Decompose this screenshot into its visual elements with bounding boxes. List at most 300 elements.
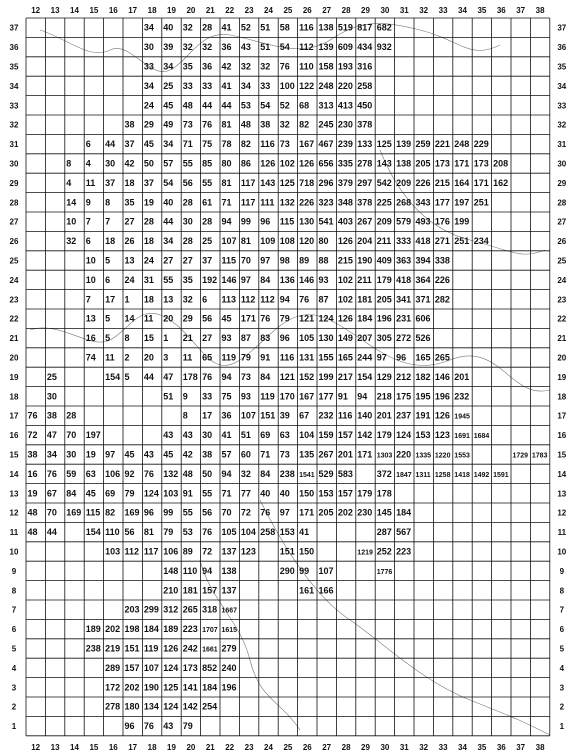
grid-cell-value: 1220 [434,452,451,460]
grid-cell-value: 259 [415,139,431,150]
grid-cell-value: 138 [396,158,412,169]
y-axis-label-left: 6 [11,625,17,635]
y-axis-label-right: 8 [559,586,565,596]
grid-cell-value: 153 [279,527,295,538]
grid-cell-value: 18 [143,294,154,305]
grid-cell-value: 43 [163,721,174,732]
x-axis-label-bottom: 27 [322,742,332,752]
grid-cell-value: 150 [299,546,315,557]
grid-cell-value: 7 [105,216,111,227]
grid-cell-value: 97 [376,352,387,363]
grid-cell-value: 1 [163,333,169,344]
grid-cell-value: 251 [473,197,489,208]
grid-cell-value: 108 [279,236,295,247]
grid-cell-value: 164 [454,177,470,188]
grid-cell-value: 14 [124,313,135,324]
grid-cell-value: 34 [163,236,174,247]
grid-cell-value: 44 [46,527,57,538]
grid-cell-value: 223 [182,624,198,635]
grid-cell-value: 14 [66,197,77,208]
x-axis-label-bottom: 26 [302,742,312,752]
grid-cell-value: 55 [182,507,193,518]
grid-cell-value: 3 [163,352,169,363]
grid-cell-value: 225 [376,197,392,208]
x-axis-label-bottom: 32 [419,742,429,752]
grid-cell-value: 81 [221,119,232,130]
grid-cell-value: 87 [240,333,251,344]
x-axis-label-bottom: 12 [31,742,41,752]
grid-cell-value: 184 [143,624,159,635]
grid-cell-value: 529 [318,468,334,479]
grid-cell-value: 115 [279,216,295,227]
x-axis-label-top: 35 [477,6,487,15]
grid-cell-value: 107 [318,565,334,576]
grid-cell-value: 112 [124,546,140,557]
x-axis-label-top: 29 [361,6,370,15]
grid-cell-value: 143 [260,177,276,188]
grid-cell-value: 153 [318,488,334,499]
y-axis-label-right: 33 [557,101,567,111]
grid-cell-value: 226 [434,274,450,285]
grid-cell-value: 179 [357,488,373,499]
grid-cell-value: 119 [260,391,275,402]
grid-cell-value: 157 [337,488,353,499]
grid-cell-value: 91 [260,352,271,363]
grid-cell-value: 394 [415,255,431,266]
grid-cell-value: 6 [85,236,91,247]
grid-cell-value: 33 [202,80,213,91]
grid-cell-value: 151 [260,410,276,421]
grid-cell-value: 40 [279,488,290,499]
x-axis-label-top: 30 [380,6,390,15]
y-axis-label-left: 29 [9,178,19,188]
grid-cell-value: 32 [182,22,193,33]
grid-cell-value: 43 [143,449,154,460]
grid-cell-value: 5 [124,371,130,382]
grid-cell-value: 196 [376,313,392,324]
grid-cell-value: 32 [66,236,77,247]
x-axis-label-bottom: 31 [399,742,409,752]
grid-cell-value: 94 [221,371,232,382]
x-axis-label-bottom: 15 [89,742,99,752]
grid-cell-value: 94 [221,216,232,227]
grid-cell-value: 1258 [434,471,451,479]
grid-cell-value: 8 [66,158,72,169]
grid-cell-value: 56 [202,313,213,324]
x-axis-label-top: 12 [31,6,41,15]
grid-cell-value: 76 [260,313,271,324]
grid-cell-value: 171 [299,507,315,518]
x-axis-label-top: 15 [89,6,99,15]
grid-cell-value: 28 [202,22,213,33]
grid-cell-value: 202 [105,624,121,635]
grid-cell-value: 364 [415,274,431,285]
grid-cell-value: 106 [163,546,179,557]
grid-cell-value: 48 [182,100,193,111]
y-axis-label-left: 36 [9,43,19,53]
grid-cell-value: 718 [299,177,315,188]
grid-cell-value: 1335 [415,452,432,460]
grid-cell-value: 24 [143,255,154,266]
y-axis-label-right: 22 [557,314,567,324]
grid-cell-value: 38 [124,119,135,130]
y-axis-label-left: 8 [11,586,17,596]
grid-cell-value: 115 [221,255,237,266]
grid-cell-value: 112 [299,42,314,53]
grid-cell-value: 110 [299,61,314,72]
grid-cell-value: 28 [66,410,77,421]
grid-cell-value: 15 [143,333,154,344]
grid-cell-value: 172 [105,682,121,693]
x-axis-label-bottom: 35 [477,742,487,752]
grid-cell-value: 348 [337,197,353,208]
grid-cell-value: 1729 [512,452,529,460]
grid-cell-value: 6 [202,294,208,305]
grid-cell-value: 9 [182,391,188,402]
grid-cell-value: 583 [337,468,353,479]
grid-cell-value: 53 [240,100,251,111]
grid-cell-value: 13 [163,294,174,305]
grid-cell-value: 132 [163,468,179,479]
grid-cell-value: 167 [299,139,315,150]
grid-cell-value: 106 [105,468,121,479]
grid-cell-value: 54 [260,100,271,111]
grid-cell-value: 157 [124,662,140,673]
grid-cell-value: 196 [434,391,450,402]
grid-cell-value: 197 [454,197,470,208]
grid-cell-value: 230 [337,119,353,130]
grid-cell-value: 76 [279,61,290,72]
grid-cell-value: 91 [337,391,348,402]
grid-cell-value: 199 [454,216,470,227]
grid-cell-value: 138 [221,565,237,576]
y-axis-label-right: 18 [557,392,567,402]
grid-cell-value: 1945 [454,413,470,421]
grid-cell-value: 96 [143,507,154,518]
grid-cell-value: 526 [415,333,431,344]
grid-cell-value: 126 [337,313,353,324]
grid-cell-value: 1541 [299,471,315,479]
grid-cell-value: 44 [163,216,174,227]
grid-cell-value: 84 [260,274,271,285]
grid-cell-value: 226 [415,177,431,188]
grid-cell-value: 96 [124,721,135,732]
grid-cell-value: 10 [85,274,96,285]
grid-cell-value: 245 [318,119,334,130]
grid-cell-value: 267 [318,449,334,460]
grid-cell-value: 242 [182,643,198,654]
grid-cell-value: 142 [357,430,373,441]
grid-cell-value: 25 [163,80,174,91]
grid-cell-value: 2 [124,352,130,363]
grid-cell-value: 85 [202,158,213,169]
grid-cell-value: 51 [163,391,174,402]
grid-cell-value: 149 [337,333,353,344]
grid-cell-value: 656 [318,158,334,169]
grid-cell-value: 450 [357,100,373,111]
grid-cell-value: 71 [182,139,193,150]
grid-cell-value: 682 [376,22,392,33]
y-axis-label-right: 4 [559,663,565,673]
grid-cell-value: 289 [105,662,121,673]
grid-cell-value: 93 [240,391,251,402]
grid-cell-value: 371 [415,294,431,305]
grid-cell-value: 38 [46,410,57,421]
grid-cell-value: 103 [105,546,121,557]
grid-cell-value: 152 [299,371,315,382]
grid-cell-value: 343 [415,197,431,208]
grid-cell-value: 169 [66,507,82,518]
grid-cell-value: 129 [376,371,392,382]
grid-cell-value: 166 [318,585,334,596]
grid-cell-value: 141 [182,682,198,693]
x-axis-label-bottom: 13 [50,742,60,752]
grid-cell-value: 143 [376,158,392,169]
y-axis-label-right: 5 [559,644,565,654]
grid-cell-value: 55 [202,177,213,188]
grid-cell-value: 208 [493,158,509,169]
grid-cell-value: 238 [279,468,295,479]
grid-cell-value: 87 [318,294,329,305]
grid-cell-value: 112 [260,294,275,305]
grid-cell-value: 70 [46,507,57,518]
grid-cell-value: 96 [260,216,271,227]
grid-cell-value: 378 [357,119,373,130]
grid-cell-value: 215 [434,177,450,188]
grid-cell-value: 258 [260,527,276,538]
y-axis-label-left: 9 [11,566,17,576]
x-axis-label-top: 28 [341,6,351,15]
grid-cell-value: 116 [260,139,275,150]
grid-cell-value: 30 [46,391,57,402]
grid-cell-value: 232 [318,410,334,421]
x-axis-label-top: 18 [147,6,157,15]
grid-cell-value: 211 [357,274,372,285]
x-axis-label-bottom: 34 [458,742,467,752]
grid-cell-value: 99 [240,216,251,227]
grid-cell-value: 8 [124,333,130,344]
grid-cell-value: 45 [163,100,174,111]
grid-cell-value: 93 [318,274,329,285]
y-axis-label-right: 37 [557,23,567,33]
grid-cell-value: 171 [454,158,470,169]
x-axis-label-top: 25 [283,6,293,15]
y-axis-label-left: 18 [9,392,19,402]
grid-cell-value: 198 [124,624,140,635]
grid-cell-value: 403 [337,216,353,227]
grid-cell-value: 84 [260,468,271,479]
grid-cell-value: 296 [318,177,334,188]
x-axis-label-top: 31 [399,6,409,15]
grid-cell-value: 154 [357,371,373,382]
y-axis-label-left: 31 [9,140,19,150]
grid-cell-value: 290 [279,565,295,576]
x-axis-label-bottom: 28 [341,742,351,752]
grid-cell-value: 1661 [202,646,218,654]
grid-cell-value: 267 [357,216,373,227]
grid-cell-value: 316 [357,61,373,72]
grid-cell-value: 104 [240,527,256,538]
grid-cell-value: 98 [279,255,290,266]
y-axis-label-right: 29 [557,178,567,188]
grid-cell-value: 86 [240,158,251,169]
x-axis-label-top: 36 [496,6,506,15]
grid-cell-value: 219 [105,643,121,654]
grid-cell-value: 226 [299,197,315,208]
grid-cell-value: 137 [221,546,237,557]
grid-cell-value: 230 [357,507,373,518]
grid-cell-value: 43 [163,430,174,441]
grid-cell-value: 145 [376,507,392,518]
y-axis-label-left: 3 [11,683,17,693]
grid-cell-value: 44 [221,100,232,111]
grid-cell-value: 1776 [376,568,393,576]
grid-cell-value: 205 [318,507,334,518]
grid-cell-value: 36 [221,42,232,53]
grid-cell-value: 121 [279,371,295,382]
grid-cell-value: 120 [299,236,315,247]
y-axis-label-right: 2 [559,702,565,712]
grid-cell-value: 50 [202,468,213,479]
grid-cell-value: 5 [105,333,111,344]
grid-cell-value: 9 [85,197,91,208]
grid-cell-value: 34 [143,80,154,91]
grid-cell-value: 1 [124,294,130,305]
grid-cell-value: 146 [221,274,237,285]
grid-cell-value: 7 [85,294,91,305]
grid-cell-value: 28 [182,197,193,208]
grid-cell-value: 541 [318,216,334,227]
grid-cell-value: 67 [46,488,57,499]
grid-cell-value: 220 [396,449,412,460]
grid-cell-value: 18 [143,236,154,247]
grid-cell-value: 146 [434,371,450,382]
grid-cell-value: 190 [357,255,373,266]
y-axis-label-left: 7 [11,605,17,615]
grid-cell-value: 209 [376,216,392,227]
grid-cell-value: 63 [279,430,290,441]
grid-cell-value: 94 [357,391,368,402]
grid-cell-value: 93 [221,333,232,344]
grid-cell-value: 34 [240,80,251,91]
grid-cell-value: 33 [182,80,193,91]
grid-cell-value: 74 [85,352,96,363]
grid-cell-value: 158 [318,61,334,72]
grid-cell-value: 278 [357,158,373,169]
grid-cell-value: 218 [376,391,392,402]
grid-cell-value: 55 [202,488,213,499]
y-axis-label-left: 26 [9,237,19,247]
grid-cell-value: 157 [202,585,218,596]
grid-cell-value: 102 [337,274,353,285]
grid-cell-value: 124 [143,488,159,499]
grid-cell-value: 338 [434,255,450,266]
y-axis-label-right: 35 [557,62,567,72]
grid-cell-value: 190 [143,682,159,693]
grid-cell-value: 201 [337,449,353,460]
grid-cell-value: 79 [182,721,193,732]
grid-cell-value: 154 [85,527,101,538]
y-axis-label-left: 20 [9,353,19,363]
x-axis-label-bottom: 33 [438,742,448,752]
grid-cell-value: 19 [27,488,38,499]
x-axis-label-top: 20 [186,6,196,15]
grid-cell-value: 34 [143,22,154,33]
grid-cell-value: 335 [337,158,353,169]
grid-cell-value: 107 [221,236,237,247]
grid-cell-value: 37 [202,255,213,266]
grid-cell-value: 134 [143,701,159,712]
grid-cell-value: 240 [221,662,237,673]
y-axis-label-right: 17 [557,411,567,421]
grid-cell-value: 155 [318,352,334,363]
grid-cell-value: 5 [105,255,111,266]
grid-cell-value: 69 [260,430,271,441]
x-axis-label-bottom: 37 [516,742,526,752]
grid-cell-value: 6 [105,274,111,285]
grid-cell-value: 54 [279,42,290,53]
grid-cell-value: 72 [27,430,38,441]
grid-cell-value: 51 [260,42,271,53]
grid-cell-value: 33 [143,61,154,72]
grid-cell-value: 171 [357,449,373,460]
grid-cell-value: 193 [337,61,353,72]
grid-cell-value: 159 [318,430,334,441]
y-axis-label-right: 27 [557,217,567,227]
grid-cell-value: 41 [299,527,310,538]
x-axis-label-top: 33 [438,6,448,15]
grid-cell-value: 434 [357,42,373,53]
grid-cell-value: 126 [434,410,450,421]
grid-cell-value: 76 [260,507,271,518]
grid-cell-value: 130 [318,333,334,344]
grid-cell-value: 33 [260,80,271,91]
x-axis-label-bottom: 22 [225,742,235,752]
y-axis-label-left: 23 [9,295,19,305]
grid-cell-value: 39 [279,410,290,421]
grid-cell-value: 1783 [531,452,548,460]
grid-cell-value: 57 [163,158,174,169]
grid-cell-value: 78 [221,139,232,150]
grid-cell-value: 37 [105,177,116,188]
grid-cell-value: 41 [221,80,232,91]
y-axis-label-right: 32 [557,120,567,130]
grid-cell-value: 36 [202,61,213,72]
grid-cell-value: 297 [357,177,373,188]
grid-cell-value: 212 [396,371,412,382]
y-axis-label-right: 7 [559,605,565,615]
x-axis-label-top: 13 [50,6,60,15]
y-axis-label-left: 37 [9,23,19,33]
grid-cell-value: 117 [240,197,256,208]
grid-cell-value: 47 [163,371,174,382]
y-axis-label-left: 13 [9,489,19,499]
grid-cell-value: 79 [240,352,251,363]
x-axis-label-bottom: 29 [361,742,370,752]
grid-cell-value: 75 [202,139,213,150]
grid-cell-value: 69 [105,488,116,499]
y-axis-label-right: 23 [557,295,567,305]
grid-cell-value: 16 [85,333,96,344]
grid-cell-value: 73 [279,449,290,460]
grid-cell-value: 76 [202,119,213,130]
grid-cell-value: 97 [240,274,251,285]
y-axis-label-right: 9 [559,566,565,576]
y-axis-label-right: 11 [557,528,567,538]
grid-cell-value: 157 [337,430,353,441]
grid-cell-value: 201 [376,410,392,421]
grid-cell-value: 80 [221,158,232,169]
